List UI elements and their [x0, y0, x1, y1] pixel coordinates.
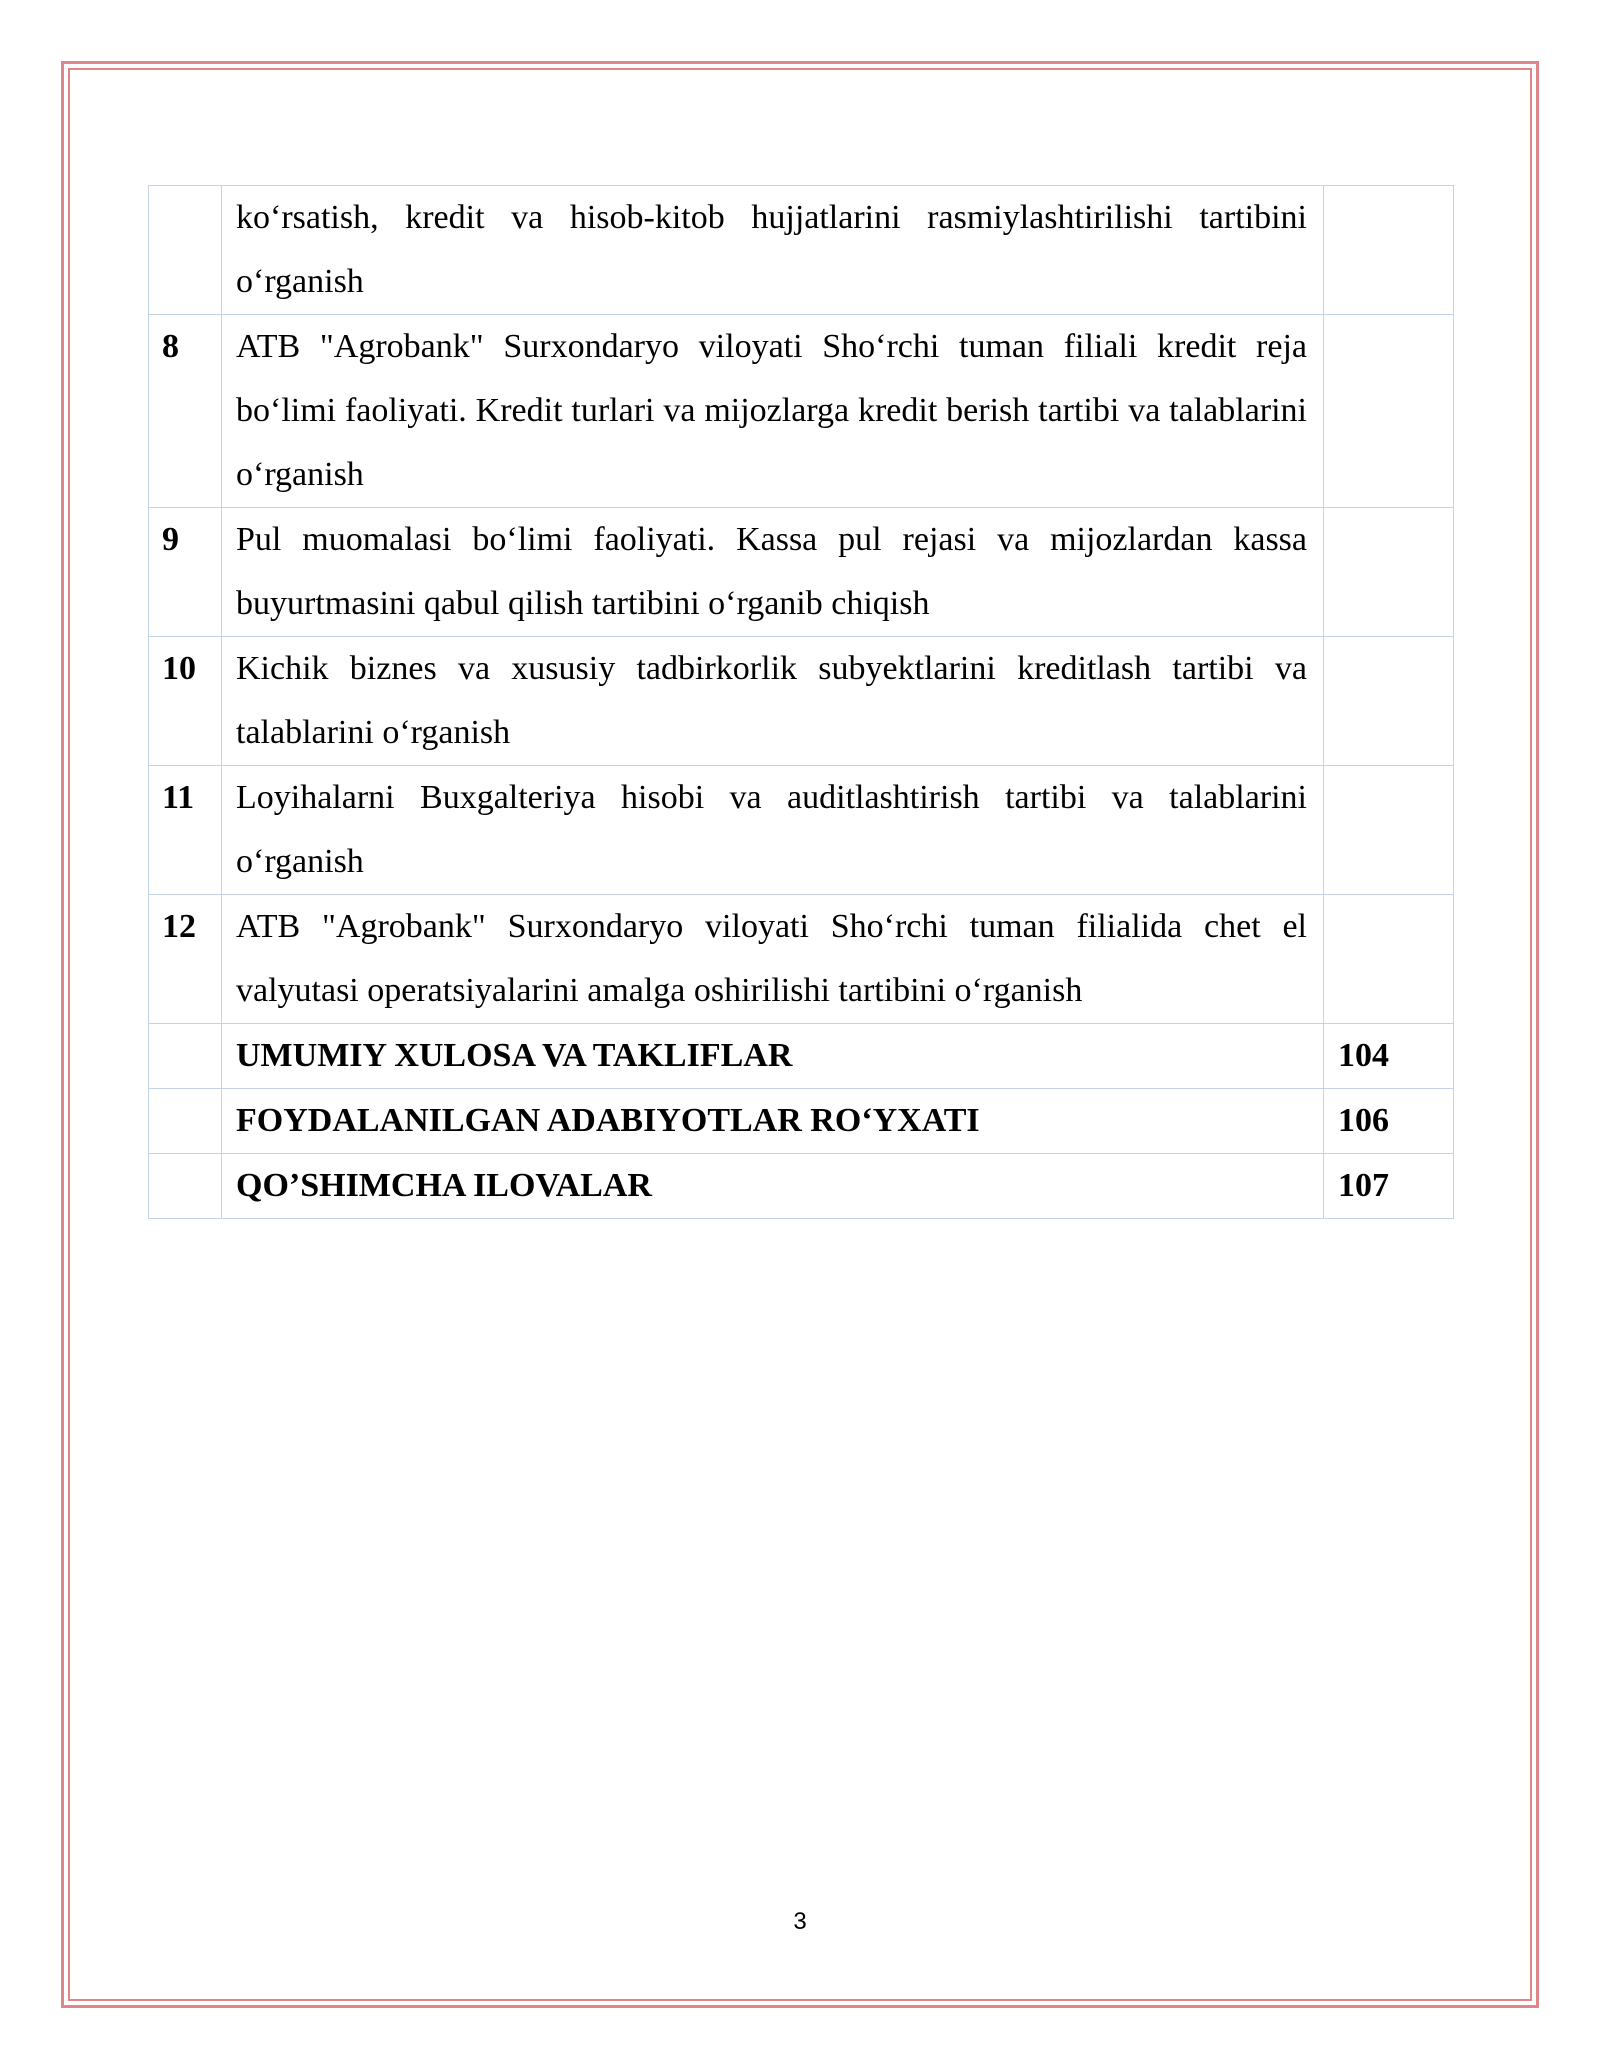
toc-row-title: ko‘rsatish, kredit va hisob-kitob hujjatlarini rasmiylashtirilishi tartibini o‘rganish — [222, 186, 1324, 315]
toc-row-title: Kichik biznes va xususiy tadbirkorlik subyektlarini kreditlash tartibi va talablarini o‘rganish — [222, 637, 1324, 766]
toc-row — [149, 1024, 1454, 1089]
toc-row-page: 104 — [1324, 1024, 1454, 1089]
toc-row-title: Pul muomalasi bo‘limi faoliyati. Kassa pul rejasi va mijozlardan kassa buyurtmasini qabul qilish tartibini o‘rganib chiqish — [222, 508, 1324, 637]
toc-row-title: UMUMIY XULOSA VA TAKLIFLAR — [222, 1024, 1324, 1089]
toc-row — [149, 315, 1454, 508]
toc-row — [149, 637, 1454, 766]
toc-row-title: Loyihalarni Buxgalteriya hisobi va auditlashtirish tartibi va talablarini o‘rganish — [222, 766, 1324, 895]
toc-row — [149, 1089, 1454, 1154]
toc-row-page: 106 — [1324, 1089, 1454, 1154]
toc-row — [149, 766, 1454, 895]
toc-row-title: ATB "Agrobank" Surxondaryo viloyati Sho‘rchi tuman filialida chet el valyutasi operatsiyalarini amalga oshirilishi tartibini o‘rganish — [222, 895, 1324, 1024]
table-of-contents — [148, 185, 1454, 1219]
toc-row-title: ATB "Agrobank" Surxondaryo viloyati Sho‘rchi tuman filiali kredit reja bo‘limi faoliyati. Kredit turlari va mijozlarga kredit berish tartibi va talablarini o‘rganish — [222, 315, 1324, 508]
page-number: 3 — [793, 1908, 807, 1935]
toc-row — [149, 186, 1454, 315]
toc-row-number: 8 — [149, 315, 222, 508]
toc-row-page — [1324, 766, 1454, 895]
toc-row-number — [149, 186, 222, 315]
toc-row-number: 9 — [149, 508, 222, 637]
toc-row-page — [1324, 315, 1454, 508]
toc-row-title: QO’SHIMCHA ILOVALAR — [222, 1154, 1324, 1219]
toc-row — [149, 895, 1454, 1024]
toc-row-number — [149, 1154, 222, 1219]
toc-row-number — [149, 1089, 222, 1154]
toc-row-number: 11 — [149, 766, 222, 895]
toc-row-page — [1324, 186, 1454, 315]
toc-row-page — [1324, 637, 1454, 766]
toc-row-page — [1324, 895, 1454, 1024]
toc-row-page: 107 — [1324, 1154, 1454, 1219]
toc-row-title: FOYDALANILGAN ADABIYOTLAR RO‘YXATI — [222, 1089, 1324, 1154]
toc-row-number — [149, 1024, 222, 1089]
toc-row-number: 12 — [149, 895, 222, 1024]
toc-row — [149, 508, 1454, 637]
toc-row — [149, 1154, 1454, 1219]
toc-row-number: 10 — [149, 637, 222, 766]
toc-row-page — [1324, 508, 1454, 637]
